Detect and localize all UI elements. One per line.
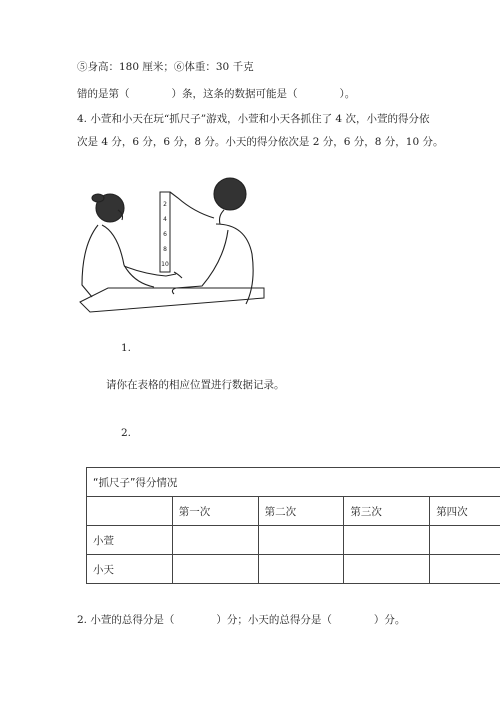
ruler-mark-label: 6 xyxy=(163,231,167,238)
sub-question-1-text: 请你在表格的相应位置进行数据记录。 xyxy=(106,379,285,391)
row-label-xiaotian: 小天 xyxy=(87,555,173,584)
table-title: “抓尺子”得分情况 xyxy=(87,468,500,497)
table-header-fourth: 第四次 xyxy=(430,497,500,526)
question-4-line-1: 4. 小萱和小天在玩“抓尺子”游戏，小萱和小天各抓住了 4 次，小萱的得分依 xyxy=(77,113,430,125)
table-row xyxy=(87,555,500,584)
score-table xyxy=(86,467,500,584)
score-cell[interactable] xyxy=(344,555,430,584)
question-line-height-weight: ⑤身高：180 厘米；⑥体重：30 千克 xyxy=(77,61,254,73)
ruler xyxy=(160,192,170,272)
ruler-mark-label: 8 xyxy=(163,246,167,253)
row-label-xiaoxuan: 小萱 xyxy=(87,526,173,555)
score-cell[interactable] xyxy=(172,526,258,555)
sub-question-2-number: 2. xyxy=(121,427,132,439)
score-cell[interactable] xyxy=(258,555,344,584)
table-header-second: 第二次 xyxy=(258,497,344,526)
score-cell[interactable] xyxy=(258,526,344,555)
score-cell[interactable] xyxy=(344,526,430,555)
ruler-mark-label: 10 xyxy=(161,261,169,268)
score-cell[interactable] xyxy=(172,555,258,584)
table-row xyxy=(87,526,500,555)
boy-figure xyxy=(170,178,253,304)
table-header-row xyxy=(87,497,500,526)
sub-question-2-total-scores: 2. 小萱的总得分是（ ）分；小天的总得分是（ ）分。 xyxy=(77,614,406,626)
question-line-error-item: 错的是第（ ）条，这条的数据可能是（ ）。 xyxy=(77,88,356,100)
table-title-row xyxy=(87,468,500,497)
score-cell[interactable] xyxy=(430,526,500,555)
ruler-mark-label: 4 xyxy=(163,216,167,223)
ruler-mark-label: 2 xyxy=(163,201,167,208)
table-header-third: 第三次 xyxy=(344,497,430,526)
ruler-game-illustration xyxy=(78,170,268,315)
table-header-first: 第一次 xyxy=(172,497,258,526)
score-cell[interactable] xyxy=(430,555,500,584)
table-header-corner xyxy=(87,497,173,526)
sub-question-1-number: 1. xyxy=(121,342,132,354)
question-4-line-2: 次是 4 分，6 分，6 分，8 分。小天的得分依次是 2 分，6 分，8 分，10 分。 xyxy=(77,136,444,148)
